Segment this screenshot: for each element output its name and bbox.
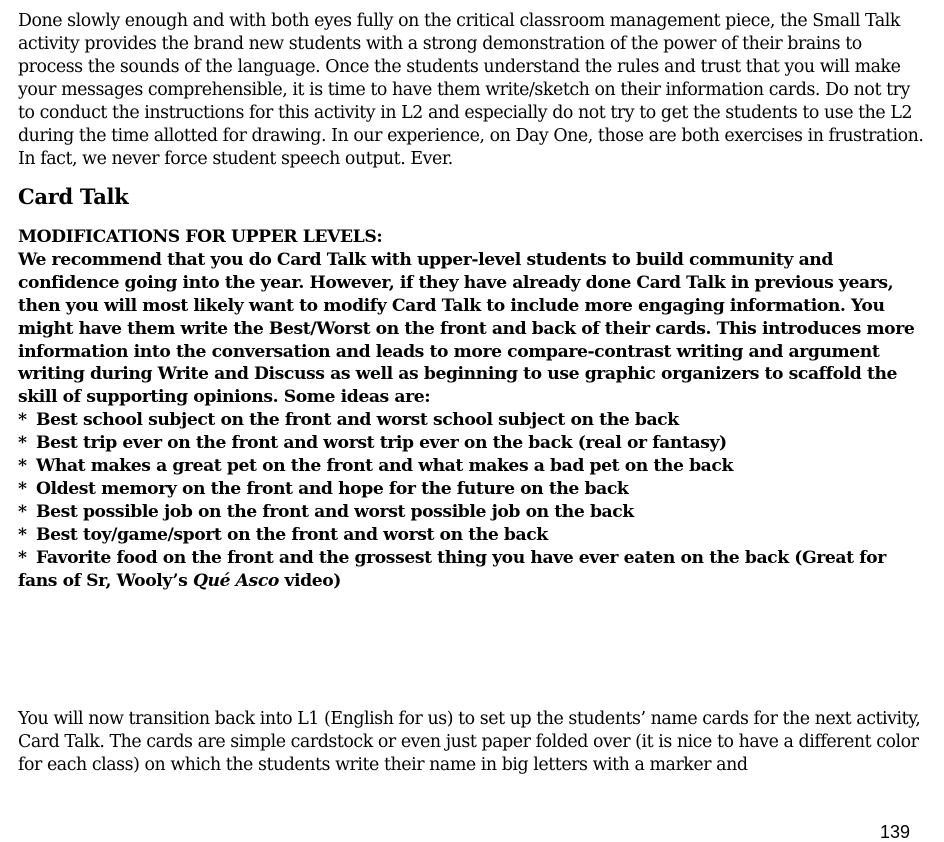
list-item <box>18 524 924 547</box>
list-item <box>18 409 924 432</box>
idea-text: Best toy/game/sport on the front and worst on the back <box>36 524 548 545</box>
idea-text: Oldest memory on the front and hope for the future on the back <box>36 478 629 499</box>
modifications-title: MODIFICATIONS FOR UPPER LEVELS: <box>18 227 383 247</box>
idea-text: Best possible job on the front and worst possible job on the back <box>36 501 634 522</box>
bullet-mark: * <box>18 456 27 477</box>
bullet-mark: * <box>18 501 27 522</box>
idea-text: Best trip ever on the front and worst trip ever on the back (real or fantasy) <box>36 433 727 454</box>
list-item <box>18 547 924 593</box>
idea-text-end: video) <box>278 570 342 591</box>
list-item <box>18 455 924 478</box>
bullet-mark: * <box>18 478 27 499</box>
list-item <box>18 432 924 455</box>
bullet-mark: * <box>18 524 27 545</box>
modifications-block <box>18 226 924 593</box>
list-item <box>18 478 924 501</box>
bullet-mark: * <box>18 410 27 431</box>
section-heading: Card Talk <box>18 184 129 209</box>
video-title: Qué Asco <box>192 570 279 591</box>
idea-text: Favorite food on the front and the grossest thing you have ever eaten on the back (Great for fans of Sr, Wooly’s <box>18 547 886 591</box>
idea-text: What makes a great pet on the front and what makes a bad pet on the back <box>36 456 733 477</box>
list-item <box>18 501 924 524</box>
intro-paragraph: Done slowly enough and with both eyes fully on the critical classroom management piece, the Small Talk activity provides the brand new students with a strong demonstration of the power of their brains to process the sounds of the language. Once the students understand the rules and trust that you will make your messages comprehensible, it is time to have them write/sketch on their information cards. Do not try to conduct the instructions for this activity in L2 and especially do not try to get the students to use the L2 during the time allotted for drawing. In our experience, on Day One, those are both exercises in frustration. In fact, we never force student speech output. Ever. <box>18 11 924 169</box>
bullet-mark: * <box>18 547 27 568</box>
closing-paragraph: You will now transition back into L1 (English for us) to set up the students’ name cards for the next activity, Card Talk. The cards are simple cardstock or even just paper folded over (it is nice to have a different color for each class) on which the students write their name in big letters with a marker and <box>18 709 921 775</box>
page-number: 139 <box>879 822 910 842</box>
idea-text: Best school subject on the front and worst school subject on the back <box>36 410 679 431</box>
bullet-mark: * <box>18 433 27 454</box>
modifications-body: We recommend that you do Card Talk with upper-level students to build community and confidence going into the year. However, if they have already done Card Talk in previous years, then you will most likely want to modify Card Talk to include more engaging information. You might have them write the Best/Worst on the front and back of their cards. This introduces more information into the conversation and leads to more compare-contrast writing and argument writing during Write and Discuss as well as beginning to use graphic organizers to scaffold the skill of supporting opinions. Some ideas are: <box>18 249 915 408</box>
document-page <box>18 10 924 775</box>
ideas-list <box>18 409 924 592</box>
